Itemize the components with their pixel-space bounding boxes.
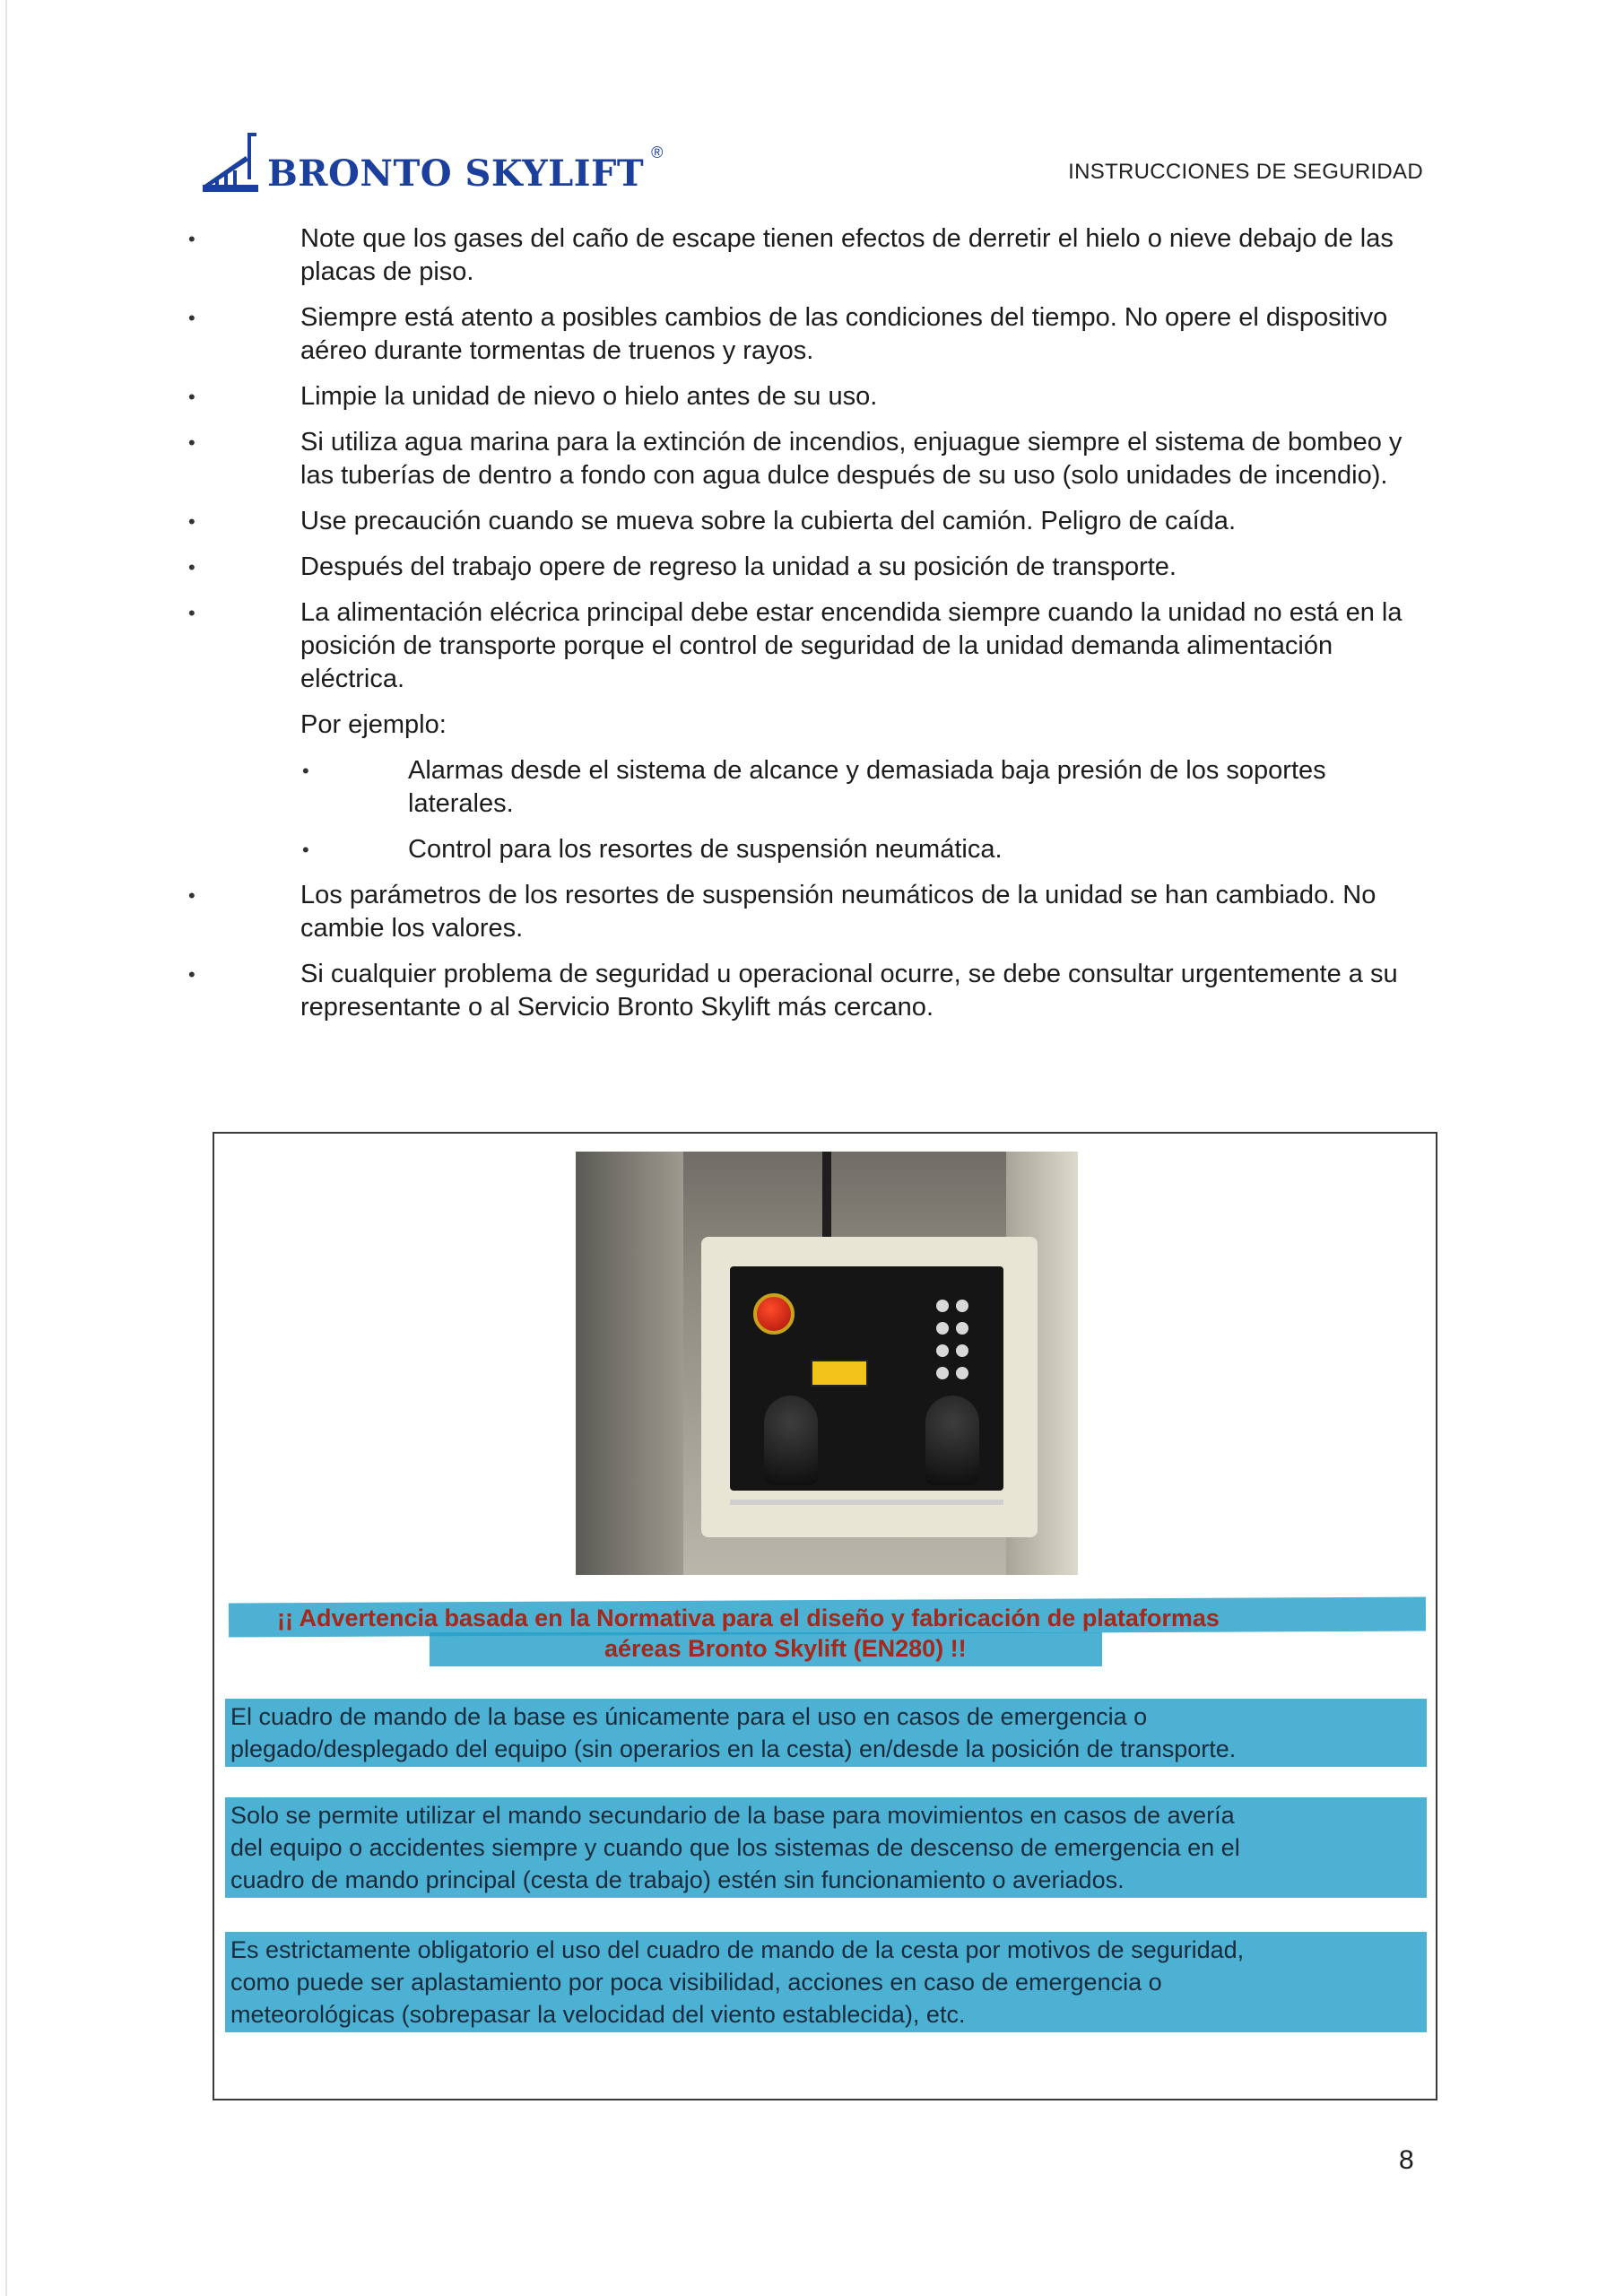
indicator-light-icon	[956, 1322, 968, 1335]
list-item: • La alimentación elécrica principal debe estar encendida siempre cuando la unidad no está en la posición de transporte porque el control de seguridad de la unidad demanda alimentación eléctrica.	[188, 596, 1426, 696]
warning-paragraph: cuadro de mando principal (cesta de trabajo) estén sin funcionamiento o averiados.	[230, 1866, 1125, 1893]
list-item: • Si cualquier problema de seguridad u operacional ocurre, se debe consultar urgentemente a su representante o al Servicio Bronto Skylift más cercano.	[188, 958, 1426, 1024]
indicator-light-icon	[936, 1367, 949, 1379]
list-item: • Note que los gases del caño de escape tienen efectos de derretir el hielo o nieve debajo de las placas de piso.	[188, 222, 1426, 289]
page-edge	[5, 0, 7, 2296]
warning-paragraph: meteorológicas (sobrepasar la velocidad del viento establecida), etc.	[230, 2001, 966, 2028]
list-item: • Los parámetros de los resortes de suspensión neumáticos de la unidad se han cambiado. No cambie los valores.	[188, 879, 1426, 945]
emergency-stop-icon	[753, 1293, 795, 1335]
page-header	[199, 124, 1423, 196]
safety-instructions	[188, 222, 1426, 1037]
warning-paragraph: El cuadro de mando de la base es únicamente para el uso en casos de emergencia o	[230, 1703, 1148, 1730]
indicator-light-icon	[936, 1322, 949, 1335]
warning-paragraph: Es estrictamente obligatorio el uso del cuadro de mando de la cesta por motivos de seguridad,	[230, 1936, 1245, 1963]
bullet-list	[188, 222, 1426, 696]
warning-paragraph: del equipo o accidentes siempre y cuando que los sistemas de descenso de emergencia en el	[230, 1834, 1240, 1861]
warning-paragraph: Solo se permite utilizar el mando secundario de la base para movimientos en casos de avería	[230, 1802, 1235, 1829]
indicator-light-icon	[956, 1367, 968, 1379]
list-item: • Alarmas desde el sistema de alcance y demasiada baja presión de los soportes laterales.	[300, 754, 1426, 821]
panel-rail	[730, 1500, 1003, 1505]
example-intro: Por ejemplo:	[300, 710, 447, 739]
list-item: • Limpie la unidad de nievo o hielo antes de su uso.	[188, 380, 1426, 413]
registered-mark: ®	[651, 144, 664, 161]
warning-title: aéreas Bronto Skylift (EN280) !!	[604, 1635, 967, 1662]
bullet-list-continued	[188, 879, 1426, 1024]
sub-bullet-list	[300, 754, 1426, 866]
list-item: • Después del trabajo opere de regreso la unidad a su posición de transporte.	[188, 551, 1426, 584]
warning-label-icon	[811, 1360, 868, 1387]
warning-paragraph: como puede ser aplastamiento por poca visibilidad, acciones en caso de emergencia o	[230, 1969, 1162, 1996]
list-item: • Use precaución cuando se mueva sobre la cubierta del camión. Peligro de caída.	[188, 505, 1426, 538]
indicator-light-icon	[956, 1300, 968, 1312]
list-item: • Control para los resortes de suspensión neumática.	[300, 833, 1426, 866]
joystick-left-icon	[764, 1396, 818, 1485]
joystick-right-icon	[925, 1396, 979, 1485]
indicator-light-icon	[936, 1300, 949, 1312]
warning-paragraph: plegado/desplegado del equipo (sin operarios en la cesta) en/desde la posición de transporte.	[230, 1735, 1237, 1762]
boom-lift-icon	[199, 129, 264, 196]
control-panel-photo	[576, 1152, 1078, 1575]
page-number: 8	[1399, 2145, 1414, 2175]
brand-name: BRONTO SKYLIFT	[267, 152, 645, 195]
indicator-light-icon	[956, 1344, 968, 1357]
warning-title: ¡¡ Advertencia basada en la Normativa para el diseño y fabricación de plataformas	[277, 1605, 1220, 1631]
list-item: • Si utiliza agua marina para la extinción de incendios, enjuague siempre el sistema de bombeo y las tuberías de dentro a fondo con agua dulce después de su uso (solo unidades de incendio).	[188, 426, 1426, 492]
bronto-skylift-logo	[199, 124, 663, 196]
section-title: INSTRUCCIONES DE SEGURIDAD	[1068, 160, 1423, 184]
warning-box	[213, 1132, 1437, 2100]
indicator-light-icon	[936, 1344, 949, 1357]
list-item: • Siempre está atento a posibles cambios de las condiciones del tiempo. No opere el dispositivo aéreo durante tormentas de truenos y rayos.	[188, 301, 1426, 368]
